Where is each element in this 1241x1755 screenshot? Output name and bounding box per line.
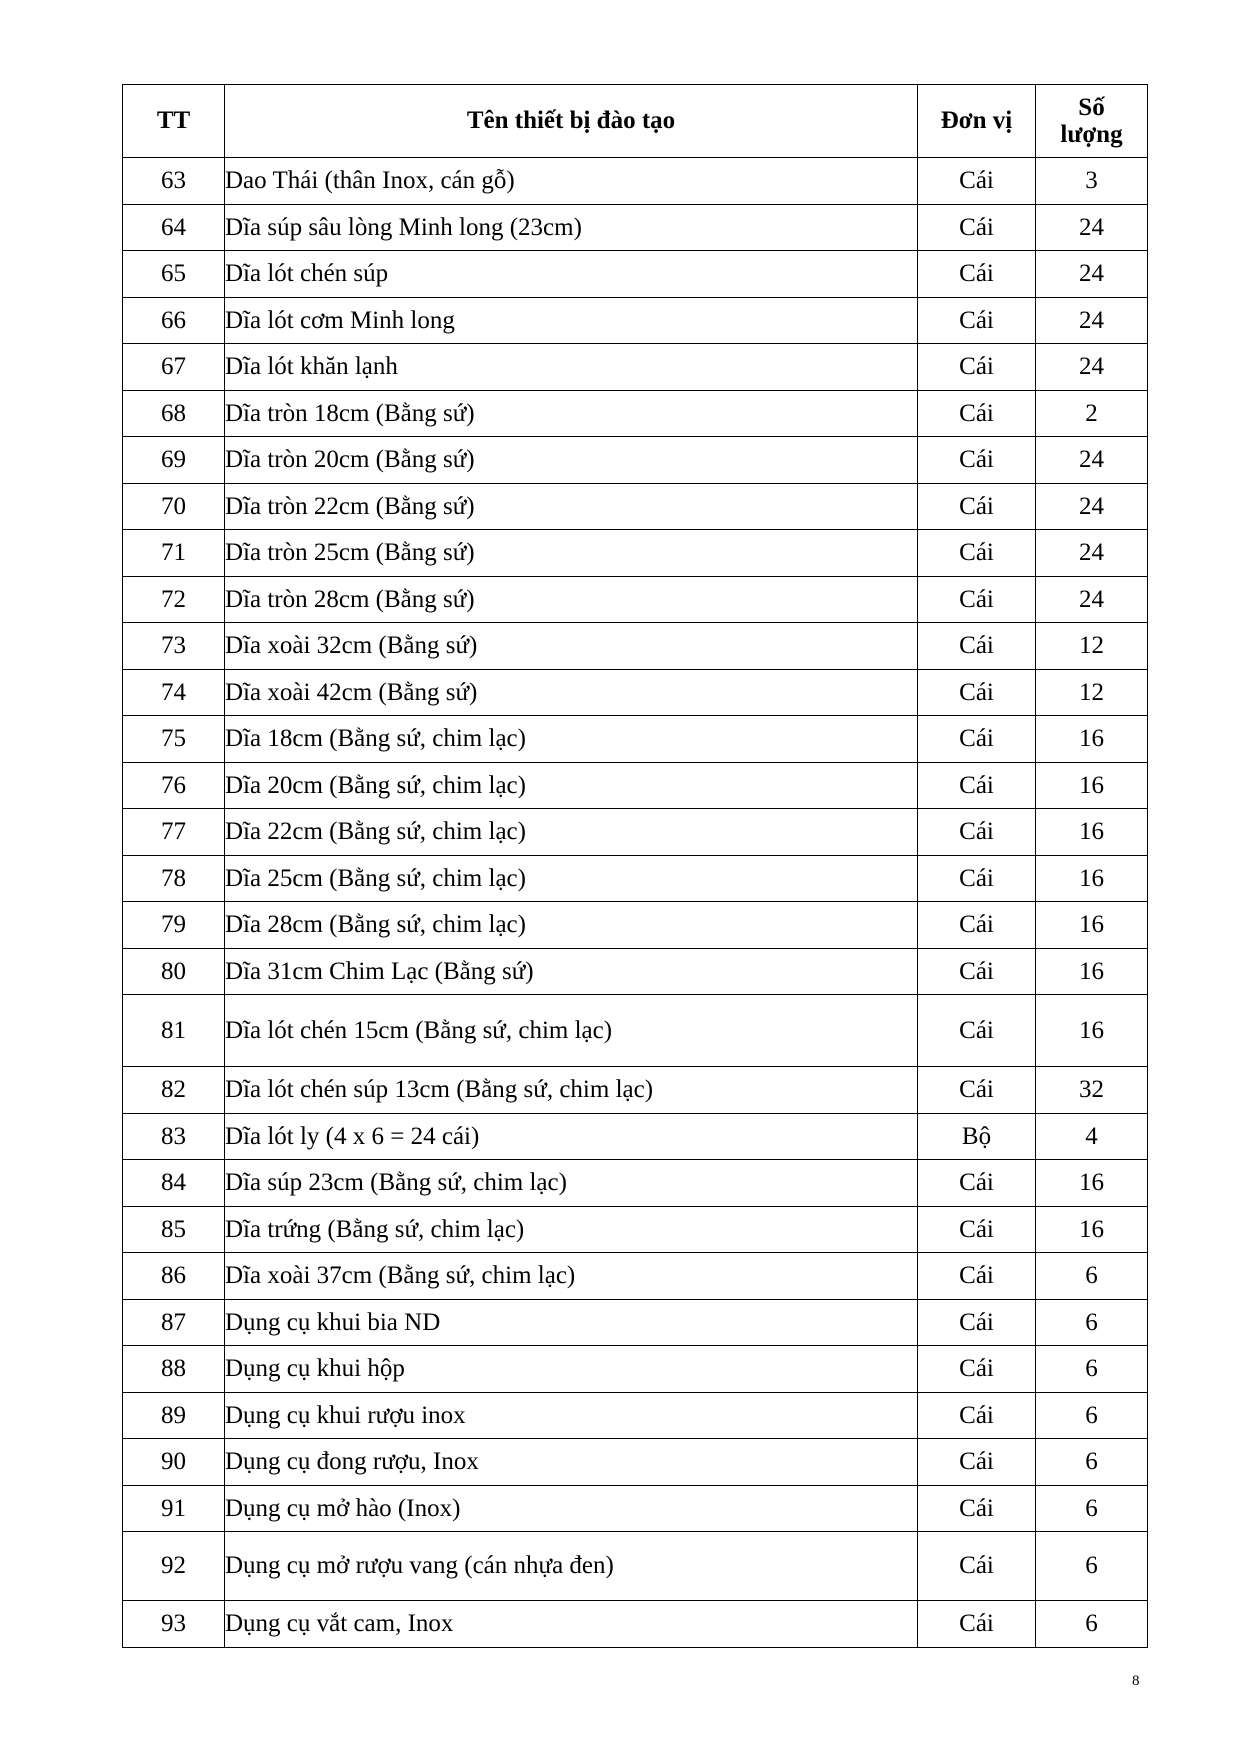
cell-unit: Cái	[918, 623, 1036, 670]
cell-name: Dĩa lót cơm Minh long	[225, 297, 918, 344]
cell-qty: 12	[1036, 623, 1148, 670]
table-row	[123, 344, 1148, 391]
cell-tt: 75	[123, 716, 225, 763]
cell-tt: 90	[123, 1439, 225, 1486]
cell-name: Dụng cụ vắt cam, Inox	[225, 1601, 918, 1648]
cell-tt: 76	[123, 762, 225, 809]
cell-unit: Cái	[918, 483, 1036, 530]
cell-name: Dụng cụ mở rượu vang (cán nhựa đen)	[225, 1532, 918, 1601]
cell-unit: Cái	[918, 204, 1036, 251]
cell-name: Dĩa lót ly (4 x 6 = 24 cái)	[225, 1113, 918, 1160]
cell-name: Dĩa tròn 28cm (Bằng sứ)	[225, 576, 918, 623]
cell-unit: Cái	[918, 297, 1036, 344]
header-name: Tên thiết bị đào tạo	[225, 85, 918, 158]
cell-unit: Cái	[918, 437, 1036, 484]
table-row	[123, 1160, 1148, 1207]
cell-tt: 74	[123, 669, 225, 716]
cell-qty: 24	[1036, 437, 1148, 484]
table-row	[123, 1485, 1148, 1532]
cell-tt: 67	[123, 344, 225, 391]
equipment-table	[122, 84, 1148, 1648]
cell-tt: 78	[123, 855, 225, 902]
cell-unit: Cái	[918, 1485, 1036, 1532]
cell-tt: 66	[123, 297, 225, 344]
header-unit: Đơn vị	[918, 85, 1036, 158]
table-row	[123, 762, 1148, 809]
cell-tt: 77	[123, 809, 225, 856]
cell-name: Dụng cụ khui rượu inox	[225, 1392, 918, 1439]
table-row	[123, 297, 1148, 344]
cell-qty: 16	[1036, 1206, 1148, 1253]
cell-qty: 16	[1036, 902, 1148, 949]
table-row	[123, 1206, 1148, 1253]
cell-unit: Cái	[918, 948, 1036, 995]
cell-name: Dĩa tròn 25cm (Bằng sứ)	[225, 530, 918, 577]
cell-tt: 82	[123, 1067, 225, 1114]
cell-unit: Cái	[918, 1601, 1036, 1648]
cell-unit: Cái	[918, 530, 1036, 577]
cell-tt: 63	[123, 158, 225, 205]
cell-qty: 6	[1036, 1439, 1148, 1486]
table-row	[123, 1346, 1148, 1393]
cell-unit: Cái	[918, 1439, 1036, 1486]
cell-tt: 64	[123, 204, 225, 251]
cell-qty: 32	[1036, 1067, 1148, 1114]
cell-tt: 85	[123, 1206, 225, 1253]
table-row	[123, 948, 1148, 995]
table-row	[123, 158, 1148, 205]
cell-tt: 71	[123, 530, 225, 577]
cell-qty: 24	[1036, 204, 1148, 251]
cell-name: Dĩa xoài 37cm (Bằng sứ, chim lạc)	[225, 1253, 918, 1300]
cell-qty: 6	[1036, 1601, 1148, 1648]
cell-tt: 86	[123, 1253, 225, 1300]
cell-qty: 24	[1036, 344, 1148, 391]
cell-name: Dụng cụ đong rượu, Inox	[225, 1439, 918, 1486]
table-row	[123, 1601, 1148, 1648]
cell-qty: 12	[1036, 669, 1148, 716]
cell-name: Dĩa súp 23cm (Bằng sứ, chim lạc)	[225, 1160, 918, 1207]
cell-qty: 6	[1036, 1485, 1148, 1532]
cell-tt: 87	[123, 1299, 225, 1346]
cell-unit: Cái	[918, 1392, 1036, 1439]
cell-unit: Cái	[918, 390, 1036, 437]
cell-name: Dĩa 31cm Chim Lạc (Bằng sứ)	[225, 948, 918, 995]
cell-qty: 16	[1036, 855, 1148, 902]
cell-qty: 24	[1036, 483, 1148, 530]
table-row	[123, 1299, 1148, 1346]
cell-unit: Cái	[918, 1067, 1036, 1114]
cell-tt: 93	[123, 1601, 225, 1648]
cell-unit: Cái	[918, 576, 1036, 623]
table-body	[123, 158, 1148, 1648]
cell-unit: Cái	[918, 1160, 1036, 1207]
cell-unit: Cái	[918, 855, 1036, 902]
cell-tt: 68	[123, 390, 225, 437]
cell-unit: Cái	[918, 1299, 1036, 1346]
page-number: 8	[1132, 1673, 1140, 1689]
cell-name: Dĩa lót khăn lạnh	[225, 344, 918, 391]
cell-unit: Cái	[918, 158, 1036, 205]
cell-tt: 70	[123, 483, 225, 530]
cell-unit: Cái	[918, 809, 1036, 856]
cell-qty: 24	[1036, 251, 1148, 298]
table-row	[123, 855, 1148, 902]
cell-unit: Cái	[918, 669, 1036, 716]
cell-qty: 24	[1036, 297, 1148, 344]
cell-tt: 84	[123, 1160, 225, 1207]
cell-name: Dĩa lót chén 15cm (Bằng sứ, chim lạc)	[225, 995, 918, 1067]
cell-name: Dĩa lót chén súp 13cm (Bằng sứ, chim lạc)	[225, 1067, 918, 1114]
cell-tt: 79	[123, 902, 225, 949]
table-row	[123, 1253, 1148, 1300]
header-qty-line2: lượng	[1060, 121, 1123, 148]
cell-qty: 16	[1036, 948, 1148, 995]
cell-tt: 89	[123, 1392, 225, 1439]
cell-qty: 16	[1036, 809, 1148, 856]
cell-qty: 24	[1036, 530, 1148, 577]
table-row	[123, 1067, 1148, 1114]
cell-name: Dĩa tròn 20cm (Bằng sứ)	[225, 437, 918, 484]
header-qty-line1: Số	[1078, 93, 1105, 121]
cell-tt: 88	[123, 1346, 225, 1393]
table-row	[123, 204, 1148, 251]
cell-name: Dĩa lót chén súp	[225, 251, 918, 298]
cell-tt: 83	[123, 1113, 225, 1160]
cell-qty: 6	[1036, 1299, 1148, 1346]
cell-unit: Cái	[918, 995, 1036, 1067]
cell-name: Dĩa tròn 22cm (Bằng sứ)	[225, 483, 918, 530]
cell-tt: 65	[123, 251, 225, 298]
cell-qty: 6	[1036, 1532, 1148, 1601]
table-row	[123, 576, 1148, 623]
cell-unit: Cái	[918, 1346, 1036, 1393]
table-row	[123, 669, 1148, 716]
table-row	[123, 390, 1148, 437]
table-row	[123, 530, 1148, 577]
cell-qty: 6	[1036, 1392, 1148, 1439]
cell-unit: Cái	[918, 251, 1036, 298]
table-row	[123, 623, 1148, 670]
cell-qty: 24	[1036, 576, 1148, 623]
cell-tt: 69	[123, 437, 225, 484]
cell-name: Dĩa xoài 42cm (Bằng sứ)	[225, 669, 918, 716]
cell-qty: 3	[1036, 158, 1148, 205]
cell-unit: Cái	[918, 1532, 1036, 1601]
cell-name: Dĩa 28cm (Bằng sứ, chim lạc)	[225, 902, 918, 949]
header-qty	[1036, 85, 1148, 158]
table-row	[123, 995, 1148, 1067]
cell-unit: Cái	[918, 762, 1036, 809]
cell-tt: 91	[123, 1485, 225, 1532]
table-row	[123, 1392, 1148, 1439]
cell-unit: Cái	[918, 1253, 1036, 1300]
table-row	[123, 1439, 1148, 1486]
cell-qty: 16	[1036, 1160, 1148, 1207]
cell-name: Dao Thái (thân Inox, cán gỗ)	[225, 158, 918, 205]
table-header-row	[123, 85, 1148, 158]
table-row	[123, 809, 1148, 856]
cell-name: Dĩa súp sâu lòng Minh long (23cm)	[225, 204, 918, 251]
cell-name: Dụng cụ khui bia ND	[225, 1299, 918, 1346]
cell-name: Dĩa tròn 18cm (Bằng sứ)	[225, 390, 918, 437]
cell-name: Dĩa trứng (Bằng sứ, chim lạc)	[225, 1206, 918, 1253]
table-row	[123, 716, 1148, 763]
cell-name: Dĩa 25cm (Bằng sứ, chim lạc)	[225, 855, 918, 902]
cell-unit: Cái	[918, 1206, 1036, 1253]
cell-name: Dĩa 20cm (Bằng sứ, chim lạc)	[225, 762, 918, 809]
table-row	[123, 902, 1148, 949]
cell-qty: 2	[1036, 390, 1148, 437]
table-row	[123, 1113, 1148, 1160]
cell-qty: 16	[1036, 995, 1148, 1067]
cell-tt: 92	[123, 1532, 225, 1601]
cell-name: Dụng cụ mở hào (Inox)	[225, 1485, 918, 1532]
cell-tt: 80	[123, 948, 225, 995]
cell-unit: Cái	[918, 902, 1036, 949]
header-tt: TT	[123, 85, 225, 158]
table-row	[123, 251, 1148, 298]
cell-tt: 73	[123, 623, 225, 670]
cell-name: Dĩa 18cm (Bằng sứ, chim lạc)	[225, 716, 918, 763]
cell-unit: Cái	[918, 344, 1036, 391]
table-row	[123, 483, 1148, 530]
cell-unit: Cái	[918, 716, 1036, 763]
cell-qty: 6	[1036, 1253, 1148, 1300]
cell-name: Dĩa xoài 32cm (Bằng sứ)	[225, 623, 918, 670]
cell-qty: 16	[1036, 762, 1148, 809]
cell-qty: 6	[1036, 1346, 1148, 1393]
cell-qty: 16	[1036, 716, 1148, 763]
cell-tt: 72	[123, 576, 225, 623]
table-row	[123, 437, 1148, 484]
cell-name: Dụng cụ khui hộp	[225, 1346, 918, 1393]
cell-qty: 4	[1036, 1113, 1148, 1160]
table-row	[123, 1532, 1148, 1601]
cell-tt: 81	[123, 995, 225, 1067]
cell-name: Dĩa 22cm (Bằng sứ, chim lạc)	[225, 809, 918, 856]
cell-unit: Bộ	[918, 1113, 1036, 1160]
